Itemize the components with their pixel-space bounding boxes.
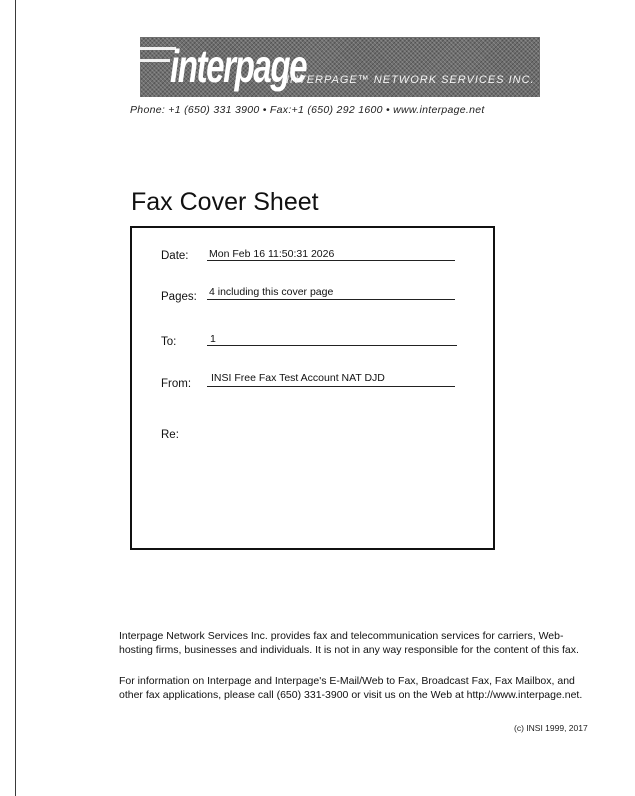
date-underline bbox=[207, 260, 455, 261]
from-value: INSI Free Fax Test Account NAT DJD bbox=[211, 372, 385, 384]
copyright-notice: (c) INSI 1999, 2017 bbox=[514, 723, 588, 733]
to-label: To: bbox=[161, 336, 177, 348]
company-name: INTERPAGE™ NETWORK SERVICES INC. bbox=[286, 74, 535, 86]
page-title: Fax Cover Sheet bbox=[131, 188, 319, 216]
re-label: Re: bbox=[161, 429, 179, 441]
logo-speed-line bbox=[140, 59, 170, 62]
from-underline bbox=[207, 386, 455, 387]
from-label: From: bbox=[161, 378, 192, 390]
fax-details-box bbox=[130, 226, 495, 550]
letterhead-banner bbox=[140, 37, 540, 97]
pages-label: Pages: bbox=[161, 291, 197, 303]
contact-line: Phone: +1 (650) 331 3900 • Fax:+1 (650) 292 1600 • www.interpage.net bbox=[130, 104, 485, 116]
disclaimer-paragraph: Interpage Network Services Inc. provides fax and telecommunication services for carriers, Web-hosting firms, businesses and individuals. It is not in any way responsible for the content of this fax. bbox=[119, 630, 579, 656]
date-value: Mon Feb 16 11:50:31 2026 bbox=[209, 248, 335, 260]
to-underline bbox=[207, 345, 457, 346]
info-paragraph: For information on Interpage and Interpage's E-Mail/Web to Fax, Broadcast Fax, Fax Mailbox, and other fax applications, please call (650) 331-3900 or visit us on the Web at http://www.interpage.net. bbox=[119, 675, 583, 701]
date-label: Date: bbox=[161, 250, 189, 262]
pages-value: 4 including this cover page bbox=[209, 286, 334, 298]
interpage-logo: interpage bbox=[170, 40, 307, 92]
scan-margin-line bbox=[15, 0, 16, 796]
to-value: 1 bbox=[210, 333, 216, 345]
pages-underline bbox=[207, 299, 455, 300]
